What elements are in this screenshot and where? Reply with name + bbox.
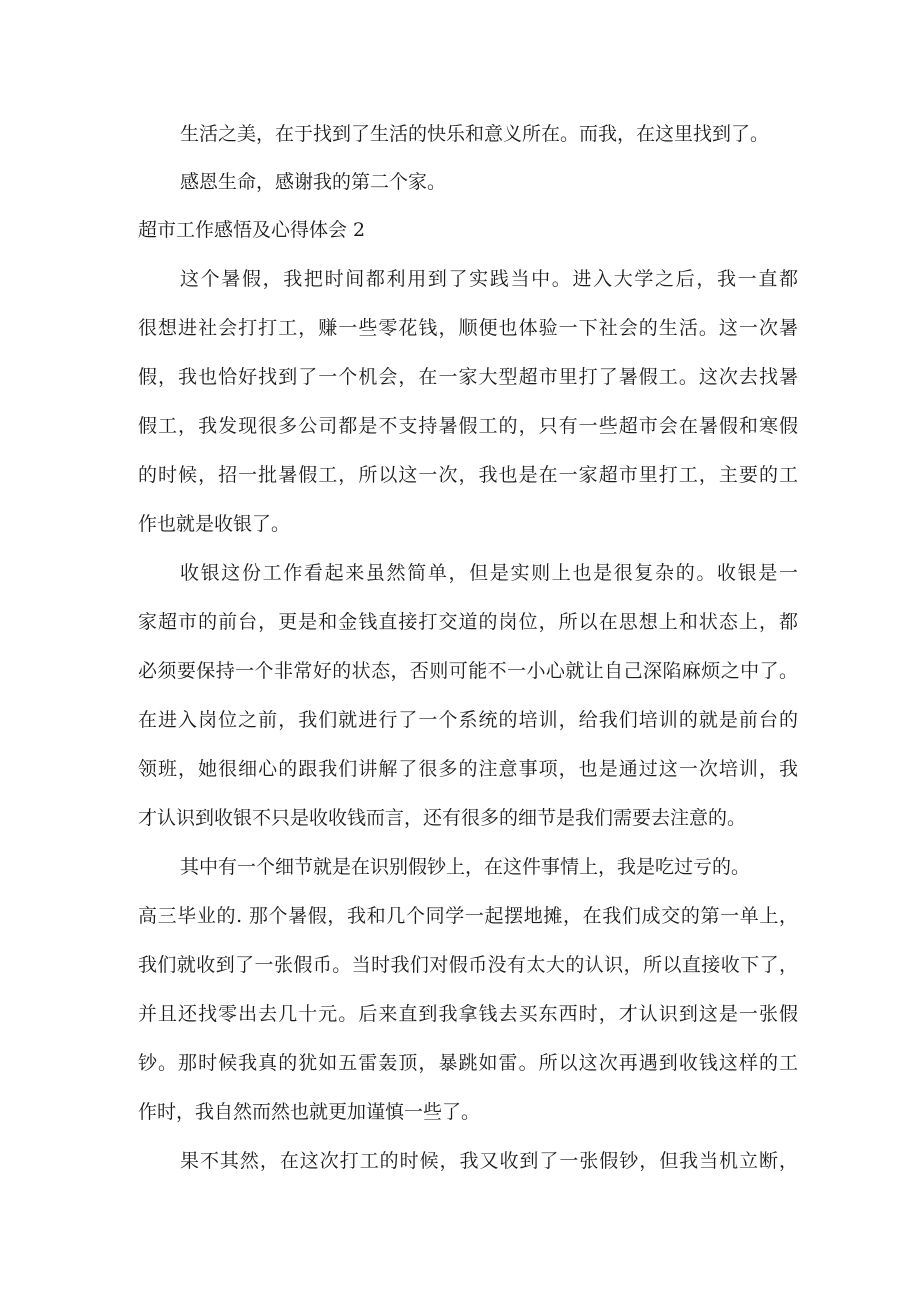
paragraph-1-line: 假，我也恰好找到了一个机会，在一家大型超市里打了暑假工。这次去找暑 xyxy=(138,366,798,388)
intro-paragraph-1: 生活之美，在于找到了生活的快乐和意义所在。而我，在这里找到了。 xyxy=(180,123,770,145)
paragraph-2-line: 必须要保持一个非常好的状态，否则可能不一小心就让自己深陷麻烦之中了。 xyxy=(138,660,798,682)
paragraph-1-line: 的时候，招一批暑假工，所以这一次，我也是在一家超市里打工，主要的工 xyxy=(138,464,798,486)
paragraph-3-line: 其中有一个细节就是在识别假钞上，在这件事情上，我是吃过亏的。 xyxy=(180,856,751,878)
paragraph-3-line: 并且还找零出去几十元。后来直到我拿钱去买东西时，才认识到这是一张假 xyxy=(138,1003,798,1025)
paragraph-1-line: 这个暑假，我把时间都利用到了实践当中。进入大学之后，我一直都 xyxy=(180,268,798,290)
paragraph-1-line: 假工，我发现很多公司都是不支持暑假工的，只有一些超市会在暑假和寒假 xyxy=(138,415,798,437)
paragraph-2-line: 在进入岗位之前，我们就进行了一个系统的培训，给我们培训的就是前台的 xyxy=(138,709,798,731)
paragraph-3-line: 作时，我自然而然也就更加谨慎一些了。 xyxy=(138,1101,481,1123)
paragraph-3-line: 我们就收到了一张假币。当时我们对假币没有太大的认识，所以直接收下了， xyxy=(138,954,798,976)
paragraph-2-line: 收银这份工作看起来虽然简单，但是实则上也是很复杂的。收银是一 xyxy=(180,562,798,584)
paragraph-2-line: 家超市的前台，更是和金钱直接打交道的岗位，所以在思想上和状态上，都 xyxy=(138,611,798,633)
paragraph-2-line: 领班，她很细心的跟我们讲解了很多的注意事项，也是通过这一次培训，我 xyxy=(138,758,798,780)
paragraph-1-line: 很想进社会打打工，赚一些零花钱，顺便也体验一下社会的生活。这一次暑 xyxy=(138,317,798,339)
paragraph-1-line: 作也就是收银了。 xyxy=(138,513,291,535)
paragraph-2-line: 才认识到收银不只是收收钱而言，还有很多的细节是我们需要去注意的。 xyxy=(138,807,747,829)
paragraph-4-line: 果不其然，在这次打工的时候，我又收到了一张假钞，但我当机立断， xyxy=(180,1150,798,1172)
section-heading: 超市工作感悟及心得体会 2 xyxy=(138,219,366,241)
paragraph-3-line: 钞。那时候我真的犹如五雷轰顶，暴跳如雷。所以这次再遇到收钱这样的工 xyxy=(138,1052,798,1074)
paragraph-3-line: 高三毕业的. 那个暑假，我和几个同学一起摆地摊，在我们成交的第一单上， xyxy=(138,905,798,927)
intro-paragraph-2: 感恩生命，感谢我的第二个家。 xyxy=(180,171,447,193)
